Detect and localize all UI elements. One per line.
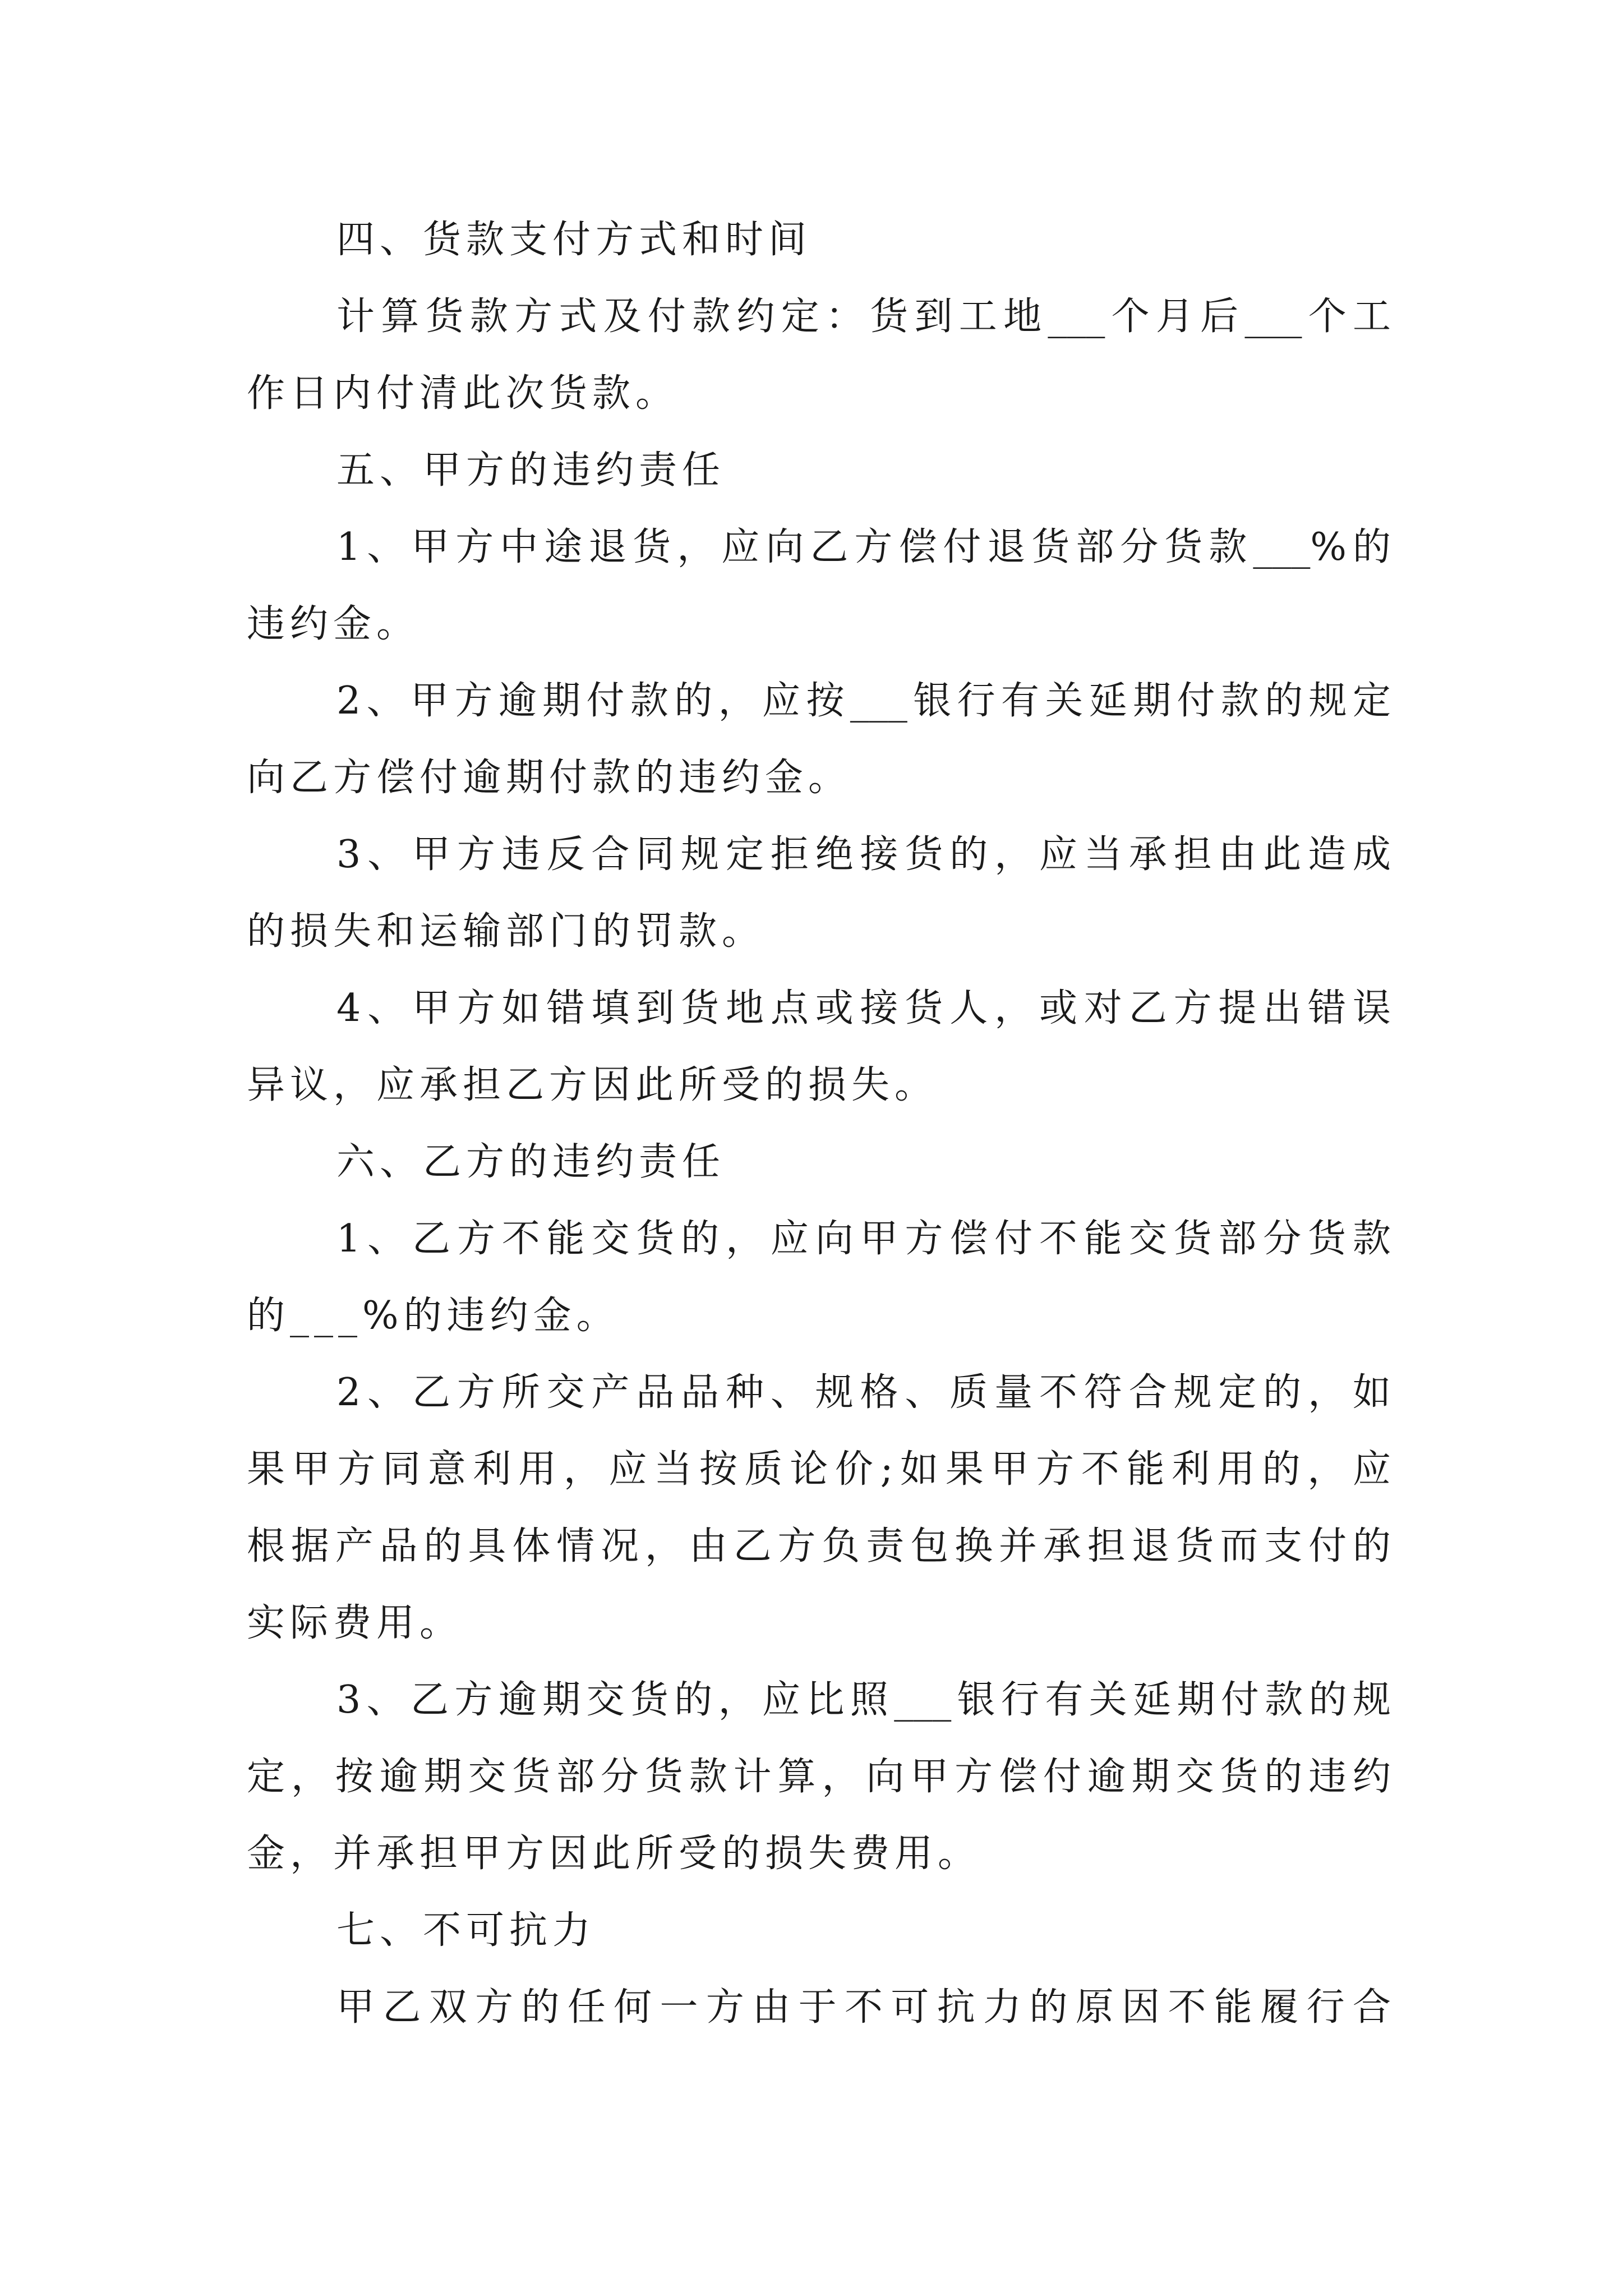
paragraph-line: 3、乙方逾期交货的，应比照___银行有关延期付款的规: [336, 1678, 1391, 1722]
paragraph-line: 的___%的违约金。: [247, 1294, 620, 1338]
paragraph-line: 的损失和运输部门的罚款。: [247, 909, 766, 954]
paragraph-line: 作日内付清此次货款。: [247, 371, 679, 416]
section-heading-payment: 四、货款支付方式和时间: [336, 218, 812, 262]
paragraph-line: 果甲方同意利用，应当按质论价;如果甲方不能利用的，应: [247, 1447, 1391, 1492]
paragraph-line: 定，按逾期交货部分货款计算，向甲方偿付逾期交货的违约: [247, 1755, 1391, 1799]
paragraph-line: 实际费用。: [247, 1601, 463, 1645]
paragraph-line: 2、甲方逾期付款的，应按___银行有关延期付款的规定: [336, 679, 1391, 723]
paragraph-line: 根据产品的具体情况，由乙方负责包换并承担退货而支付的: [247, 1524, 1391, 1568]
section-heading-force-majeure: 七、不可抗力: [336, 1908, 596, 1953]
paragraph-line: 1、甲方中途退货，应向乙方偿付退货部分货款___%的: [336, 525, 1391, 569]
paragraph-line: 1、乙方不能交货的，应向甲方偿付不能交货部分货款: [336, 1217, 1391, 1261]
paragraph-line: 3、甲方违反合同规定拒绝接货的，应当承担由此造成: [336, 832, 1391, 877]
paragraph-line: 甲乙双方的任何一方由于不可抗力的原因不能履行合: [336, 1985, 1391, 2030]
paragraph-line: 4、甲方如错填到货地点或接货人，或对乙方提出错误: [336, 986, 1391, 1030]
paragraph-line: 金，并承担甲方因此所受的损失费用。: [247, 1832, 981, 1876]
section-heading-party-b-liability: 六、乙方的违约责任: [336, 1140, 726, 1184]
paragraph-line: 计算货款方式及付款约定：货到工地___个月后___个工: [336, 295, 1391, 339]
paragraph-line: 违约金。: [247, 602, 420, 646]
paragraph-line: 2、乙方所交产品品种、规格、质量不符合规定的，如: [336, 1370, 1391, 1415]
paragraph-line: 异议，应承担乙方因此所受的损失。: [247, 1063, 938, 1107]
paragraph-line: 向乙方偿付逾期付款的违约金。: [247, 756, 852, 800]
section-heading-party-a-liability: 五、甲方的违约责任: [336, 448, 726, 493]
